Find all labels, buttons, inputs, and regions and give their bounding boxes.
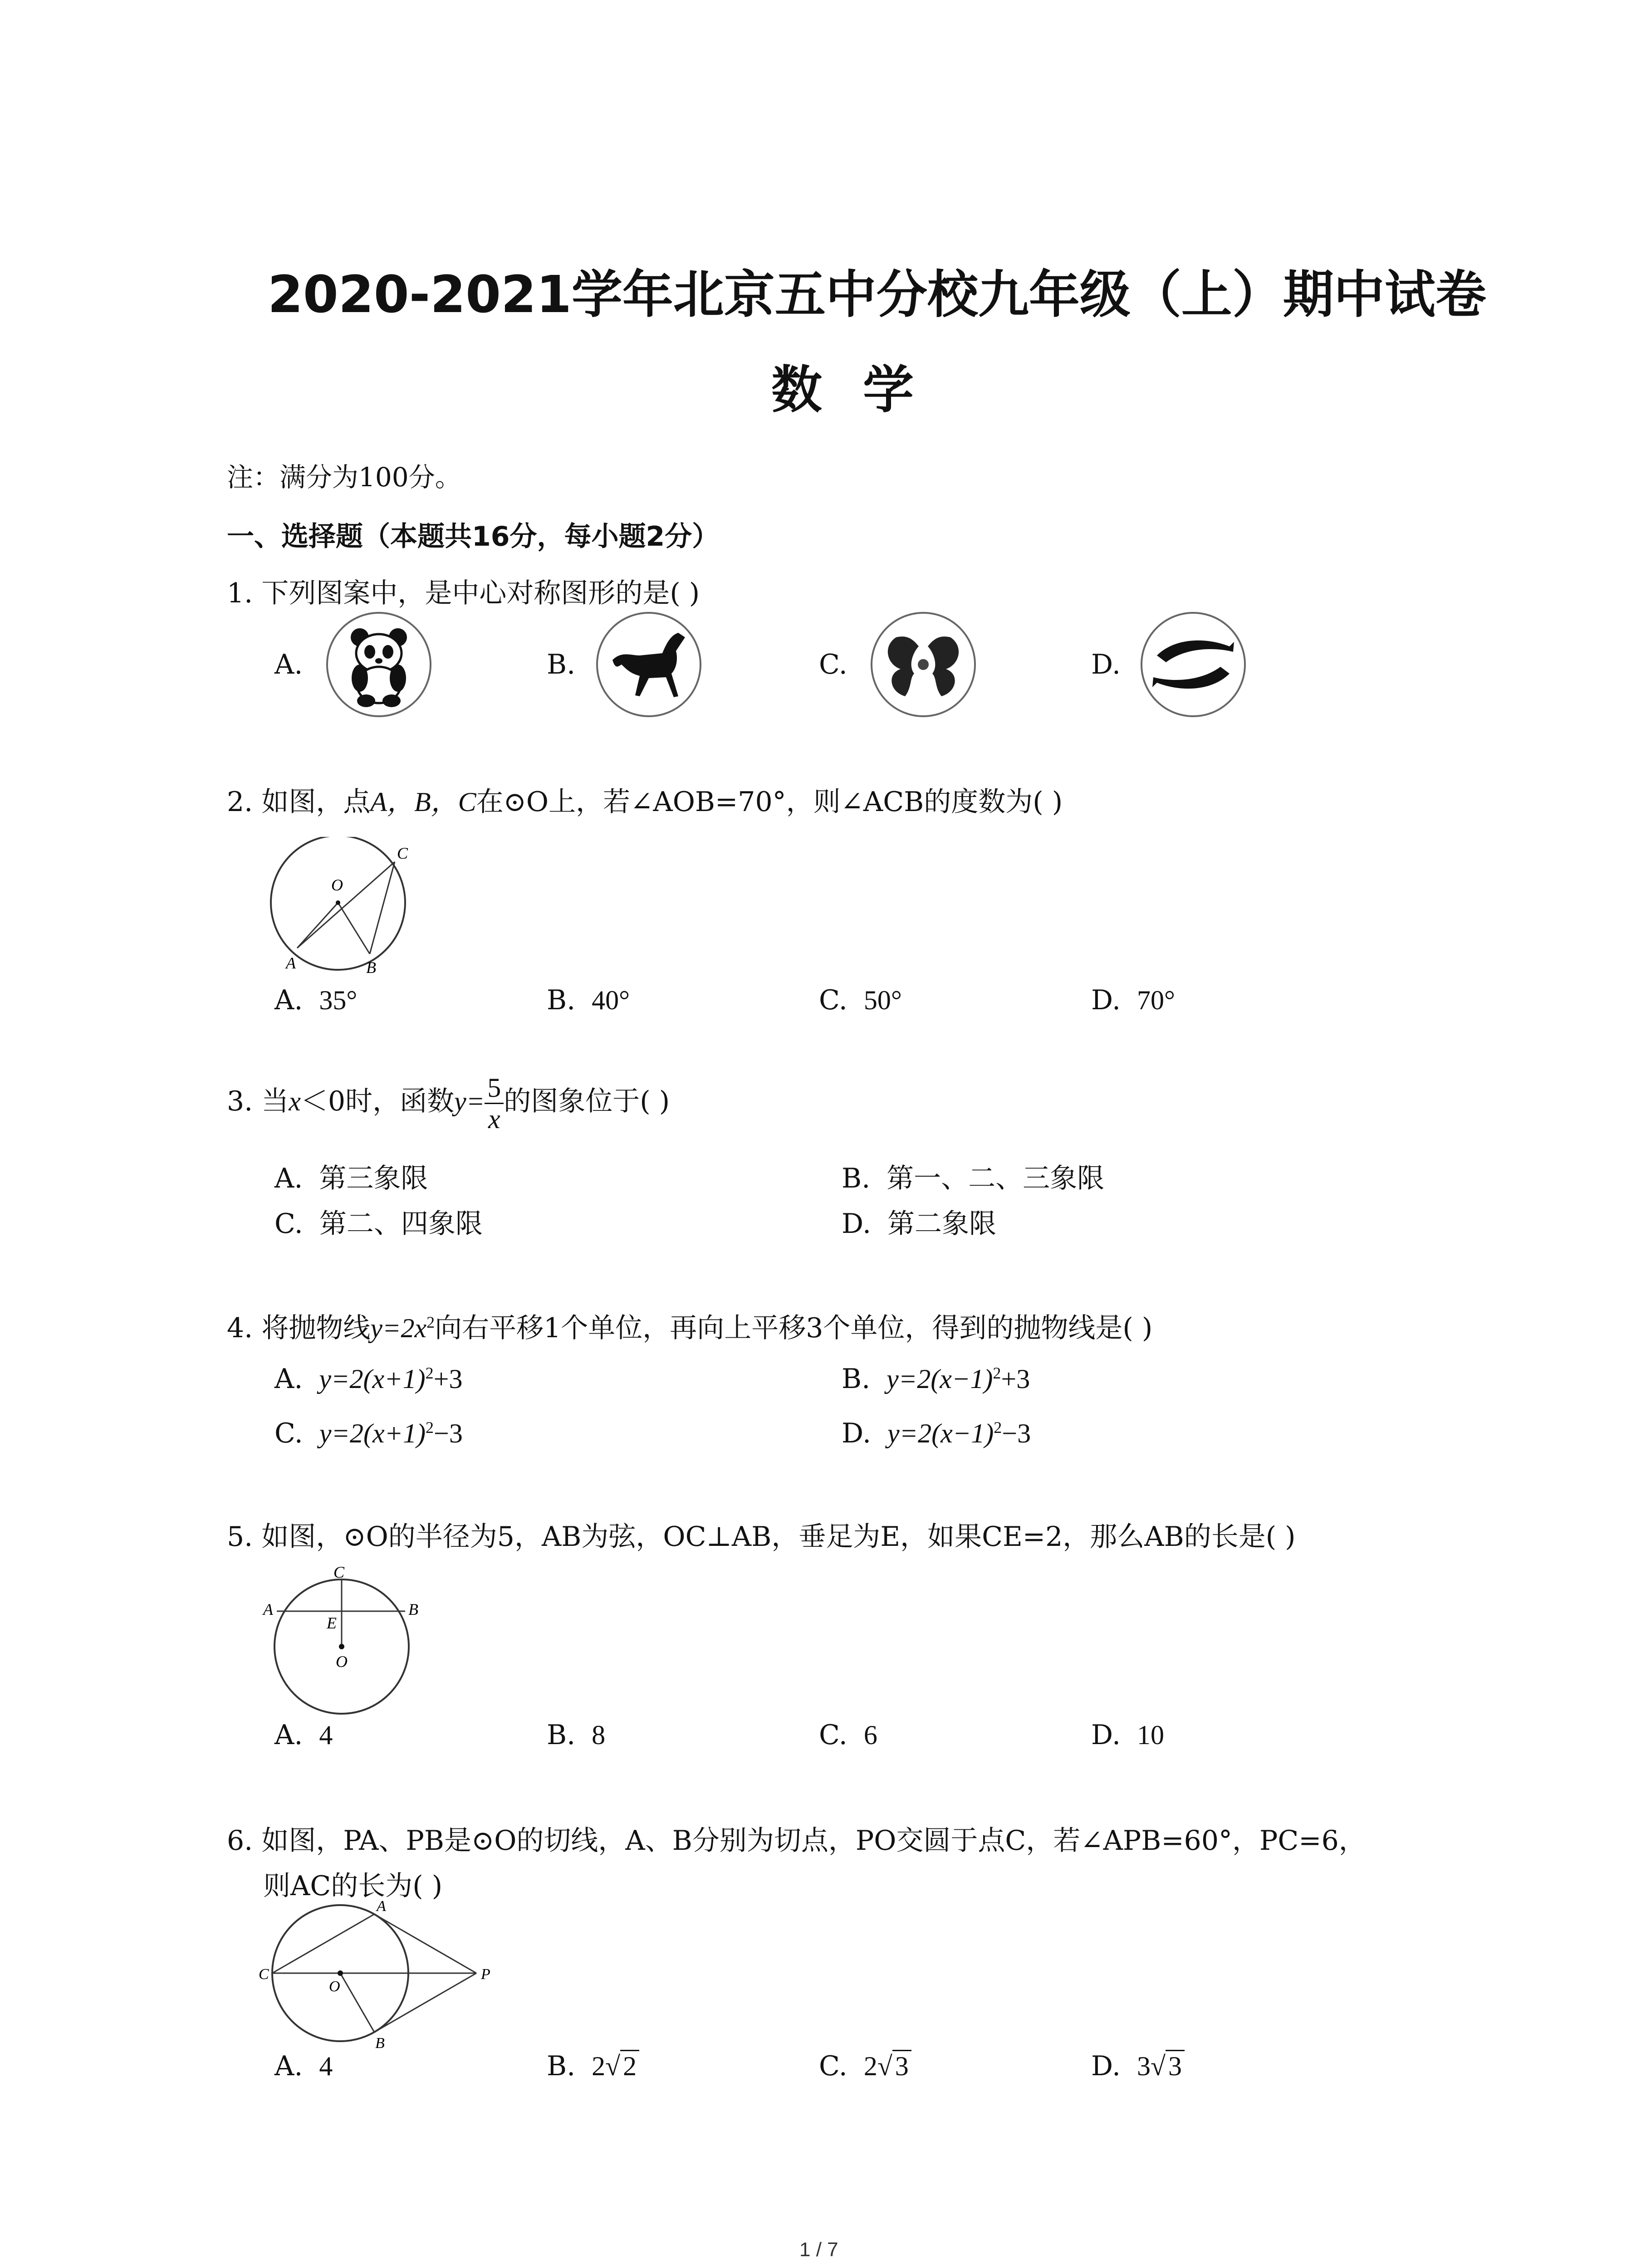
q2-figure	[261, 837, 424, 978]
q4-option-a: A. $y=2(x+1)^2+3$	[274, 1363, 463, 1395]
question-6-stem-line-2: 则AC的长为( )	[263, 1870, 443, 1902]
q5-option-c: C. 6	[819, 1719, 877, 1751]
question-5-stem: 5. 如图，⊙O的半径为5，AB为弦，OC⊥AB，垂足为E，如果CE=2，那么AB的长是( )	[227, 1521, 1296, 1553]
sqrt-symbol: √ 2	[605, 2050, 639, 2081]
q1-option-a-key: A.	[274, 649, 303, 680]
q1-option-c-key: C.	[819, 649, 847, 680]
q4-option-c: C. $y=2(x+1)^2-3$	[274, 1418, 463, 1449]
question-4-stem: 4. 将抛物线$y=2x^2$向右平移1个单位，再向上平移3个单位，得到的抛物线是( )	[227, 1312, 1153, 1344]
q2-label-c: C	[397, 844, 408, 862]
q5-figure	[261, 1560, 424, 1724]
q2-label-a: A	[286, 954, 296, 972]
panda-icon	[324, 610, 433, 719]
q5-label-a: A	[263, 1600, 273, 1618]
q6-option-c: C. 2√ 3	[819, 2050, 911, 2082]
q5-option-a: A. 4	[274, 1719, 333, 1751]
q3-option-a: A. 第三象限	[274, 1163, 428, 1194]
q4-option-b: B. $y=2(x-1)^2+3$	[842, 1363, 1030, 1395]
q1-option-d-key: D.	[1091, 649, 1121, 680]
q2-option-c: C. 50°	[819, 984, 902, 1016]
score-note: 注：满分为100分。	[227, 462, 461, 493]
q2-option-a: A. 35°	[274, 984, 358, 1016]
q6-option-d: D. 3√ 3	[1091, 2050, 1185, 2082]
question-2-stem: 2. 如图，点A，B，C在⊙O上，若∠AOB=70°，则∠ACB的度数为( )	[227, 786, 1063, 818]
q1-option-b-key: B.	[547, 649, 576, 680]
q5-label-e: E	[327, 1614, 337, 1632]
q2-option-b: B. 40°	[547, 984, 630, 1016]
page-number: 1 / 7	[799, 2239, 838, 2261]
q6-label-b: B	[375, 2035, 385, 2052]
q3-option-b: B. 第一、二、三象限	[842, 1163, 1105, 1194]
q6-option-b: B. 2√ 2	[547, 2050, 639, 2082]
exam-title: 2020-2021学年北京五中分校九年级（上）期中试卷	[268, 265, 1486, 324]
q6-option-a: A. 4	[274, 2050, 333, 2082]
question-3-stem: 3. 当x＜0时，函数y= $\frac{5}{x}$ 的图象位于( )	[227, 1073, 670, 1134]
q6-label-a: A	[377, 1898, 386, 1915]
dolphins-icon	[1139, 610, 1248, 719]
q2-label-b: B	[366, 958, 376, 977]
q6-label-p: P	[481, 1966, 490, 1983]
q5-label-c: C	[333, 1563, 345, 1581]
sqrt-symbol: √ 3	[877, 2050, 911, 2081]
question-1-stem: 1. 下列图案中，是中心对称图形的是( )	[227, 577, 700, 609]
q2-option-d: D. 70°	[1091, 984, 1176, 1016]
q5-option-b: B. 8	[547, 1719, 606, 1751]
q6-label-c: C	[259, 1966, 269, 1983]
exam-subject: 数学	[771, 361, 955, 420]
q3-option-c: C. 第二、四象限	[274, 1208, 483, 1240]
q6-figure	[256, 1898, 510, 2053]
question-6-stem-line-1: 6. 如图，PA、PB是⊙O的切线，A、B分别为切点，PO交圆于点C，若∠APB=60°，PC=6，	[227, 1825, 1366, 1857]
horse-icon	[594, 610, 703, 719]
q4-option-d: D. $y=2(x-1)^2-3$	[842, 1418, 1031, 1449]
q5-label-b: B	[408, 1600, 418, 1618]
q2-label-o: O	[331, 876, 343, 894]
q3-option-d: D. 第二象限	[842, 1208, 997, 1240]
q3-fraction: $\frac{5}{x}$	[485, 1073, 504, 1134]
q6-label-o: O	[329, 1978, 340, 1995]
section-heading: 一、选择题（本题共16分，每小题2分）	[227, 521, 720, 552]
q5-option-d: D. 10	[1091, 1719, 1165, 1751]
dragons-icon	[869, 610, 978, 719]
q5-label-o: O	[336, 1652, 348, 1671]
sqrt-symbol: √ 3	[1151, 2050, 1185, 2081]
